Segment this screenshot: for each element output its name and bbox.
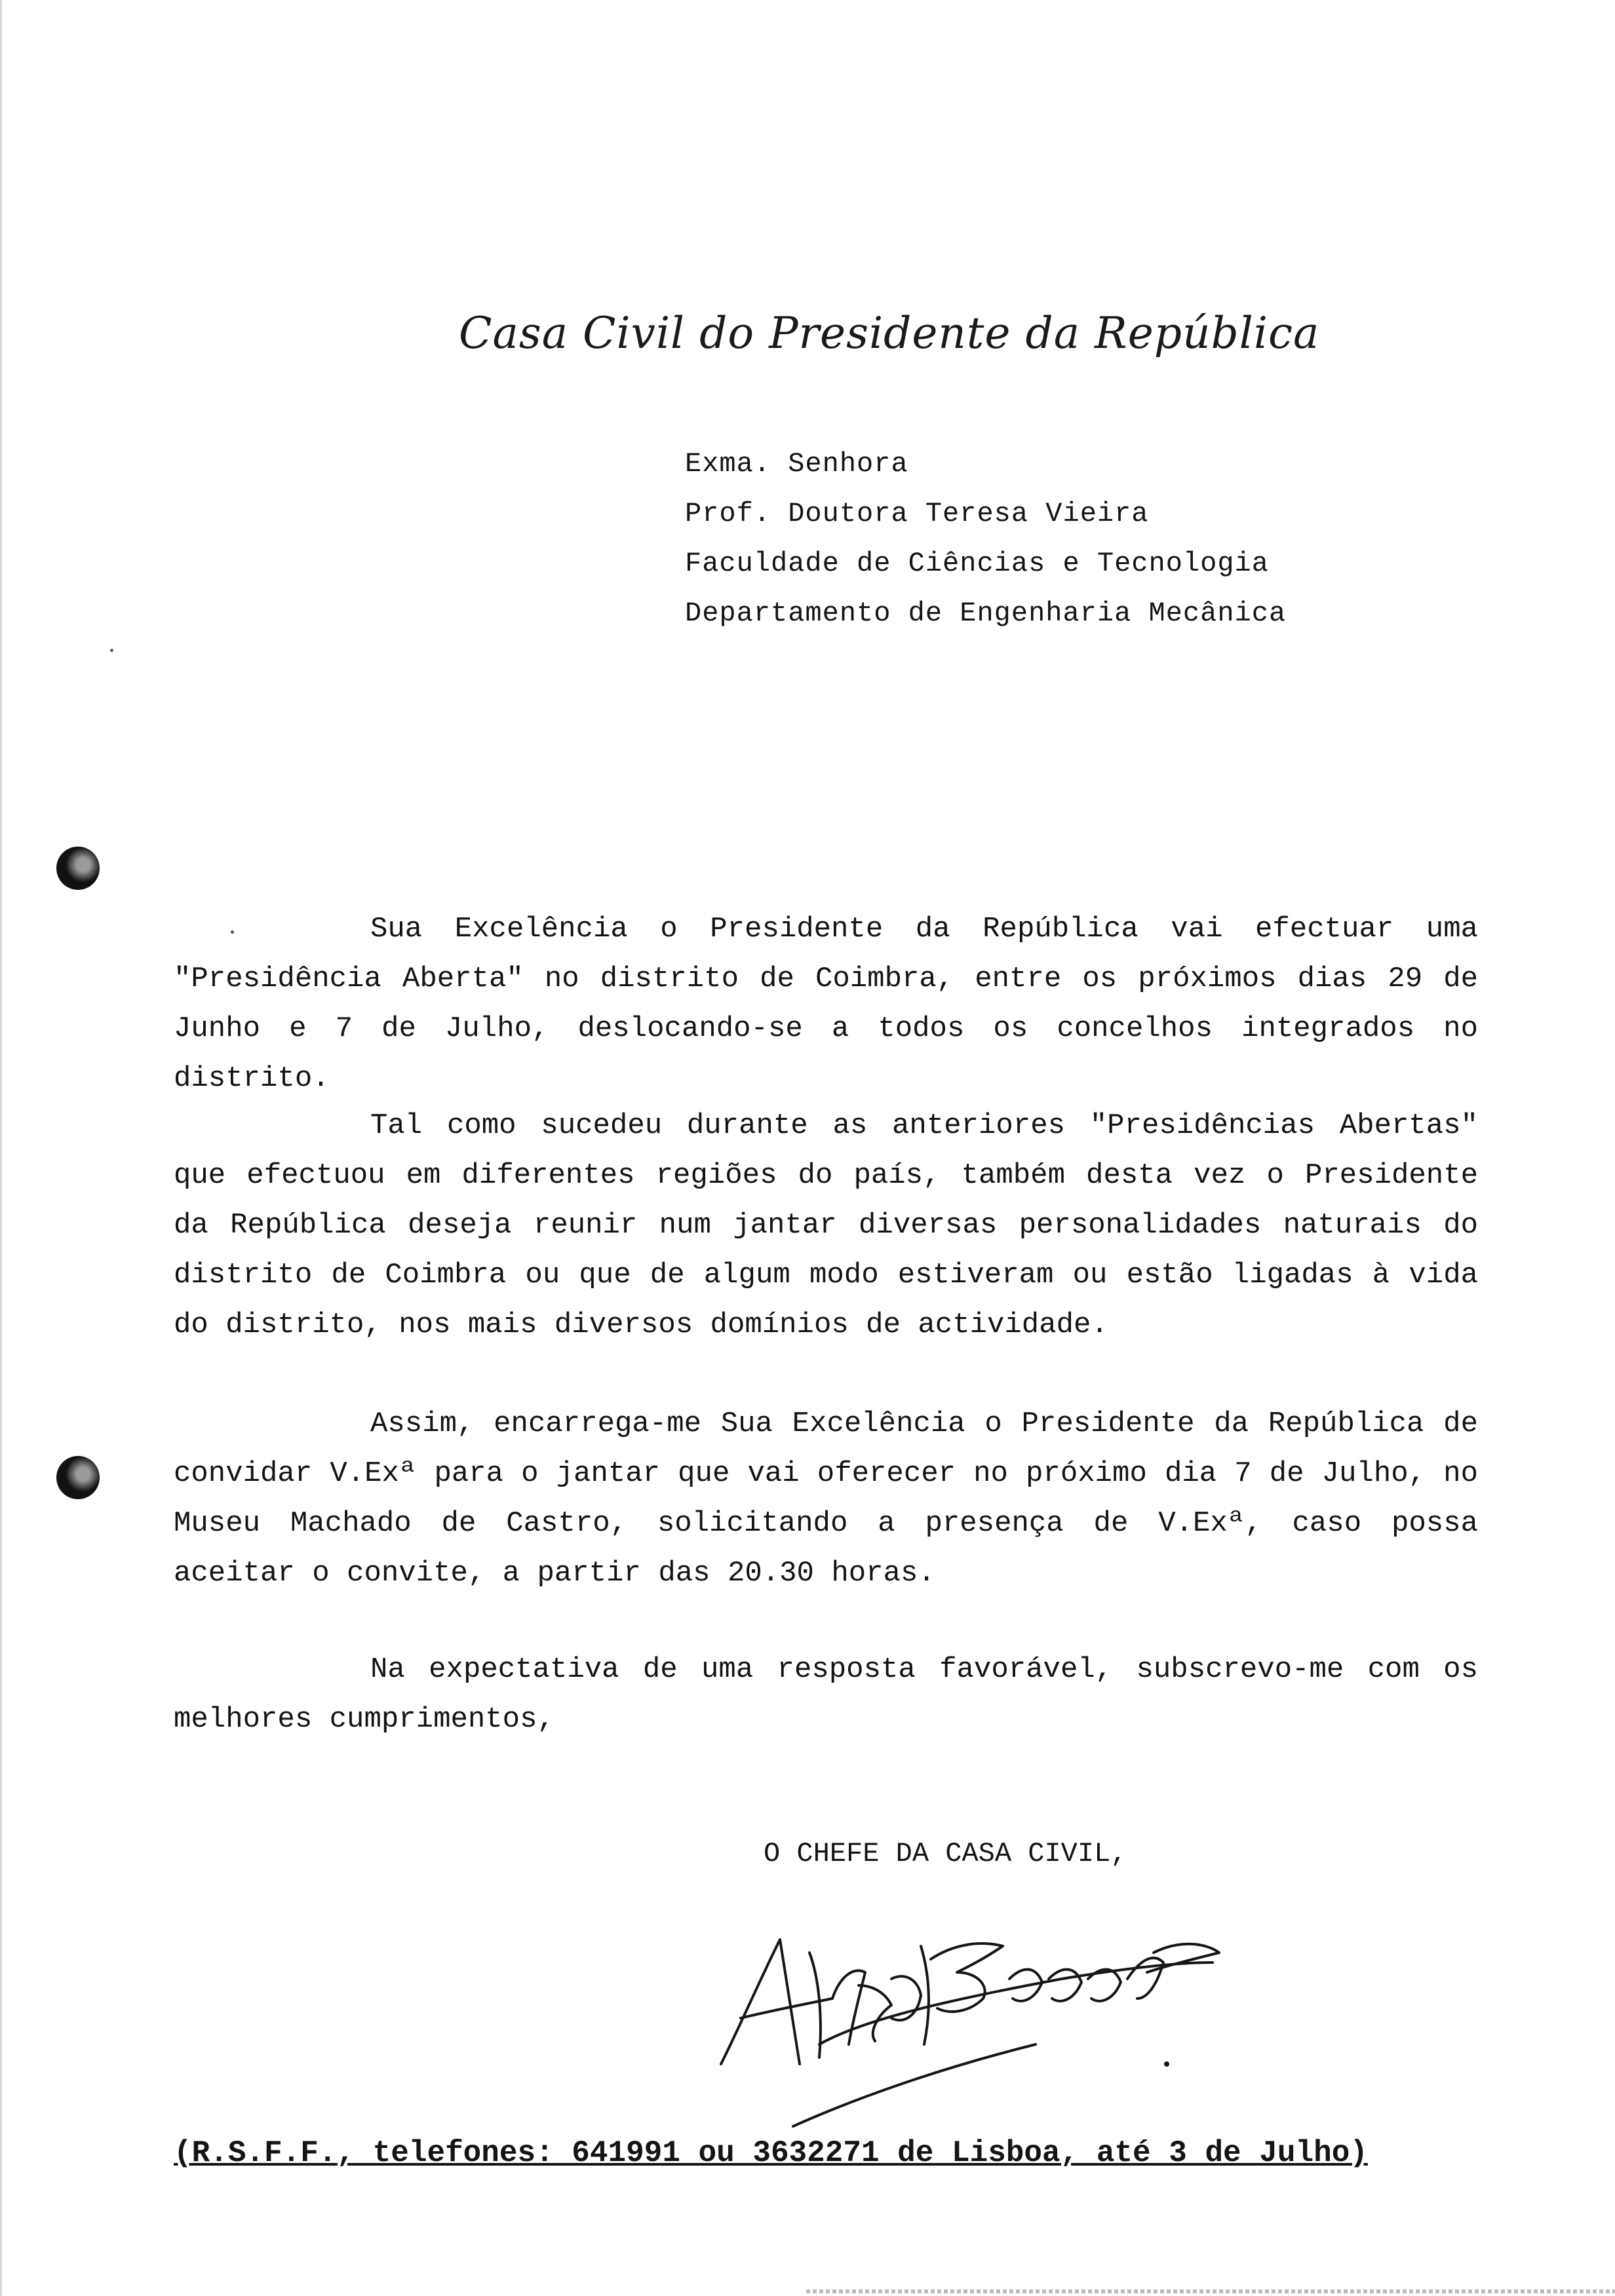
- recipient-address: [685, 439, 1286, 638]
- paragraph-text: Na expectativa de uma resposta favorável, subscrevo-me com os melhores cumprimentos,: [174, 1653, 1478, 1736]
- closing-title: O CHEFE DA CASA CIVIL,: [764, 1838, 1127, 1869]
- recipient-faculty: Faculdade de Ciências e Tecnologia: [685, 548, 1269, 579]
- letter-body-paragraph: [174, 1101, 1478, 1350]
- page-edge: [806, 2289, 1615, 2293]
- letterhead: Casa Civil do Presidente da República: [459, 308, 1320, 358]
- letter-body-paragraph: [174, 1399, 1478, 1598]
- handwritten-signature: [695, 1900, 1232, 2136]
- letter-body-paragraph: [174, 904, 1478, 1103]
- recipient-name: Prof. Doutora Teresa Vieira: [685, 498, 1149, 529]
- paragraph-text: Tal como sucedeu durante as anteriores "Presidências Abertas" que efectuou em diferentes regiões do país, também desta vez o Presidente da República deseja reunir num jantar diversas personalidades naturais do distrito de Coimbra ou que de algum modo estiveram ou estão ligadas à vida do distrito, nos mais diversos domínios de actividade.: [174, 1109, 1478, 1341]
- paragraph-text: Sua Excelência o Presidente da República vai efectuar uma "Presidência Aberta" no distrito de Coimbra, entre os próximos dias 29 de Junho e 7 de Julho, deslocando-se a todos os concelhos integrados no distrito.: [174, 913, 1478, 1095]
- recipient-department: Departamento de Engenharia Mecânica: [685, 598, 1287, 629]
- letter-body-paragraph: [174, 1645, 1478, 1744]
- scan-speck: [110, 649, 113, 652]
- recipient-salutation: Exma. Senhora: [685, 448, 908, 480]
- punch-hole: [56, 1456, 100, 1499]
- page-edge: [0, 0, 2, 2296]
- rsvp-note: (R.S.F.F., telefones: 641991 ou 3632271 de Lisboa, até 3 de Julho): [174, 2136, 1368, 2170]
- paragraph-text: Assim, encarrega-me Sua Excelência o Presidente da República de convidar V.Exª para o jantar que vai oferecer no próximo dia 7 de Julho, no Museu Machado de Castro, solicitando a presença de V.Exª, caso possa aceitar o convite, a partir das 20.30 horas.: [174, 1407, 1478, 1590]
- punch-hole: [56, 847, 100, 890]
